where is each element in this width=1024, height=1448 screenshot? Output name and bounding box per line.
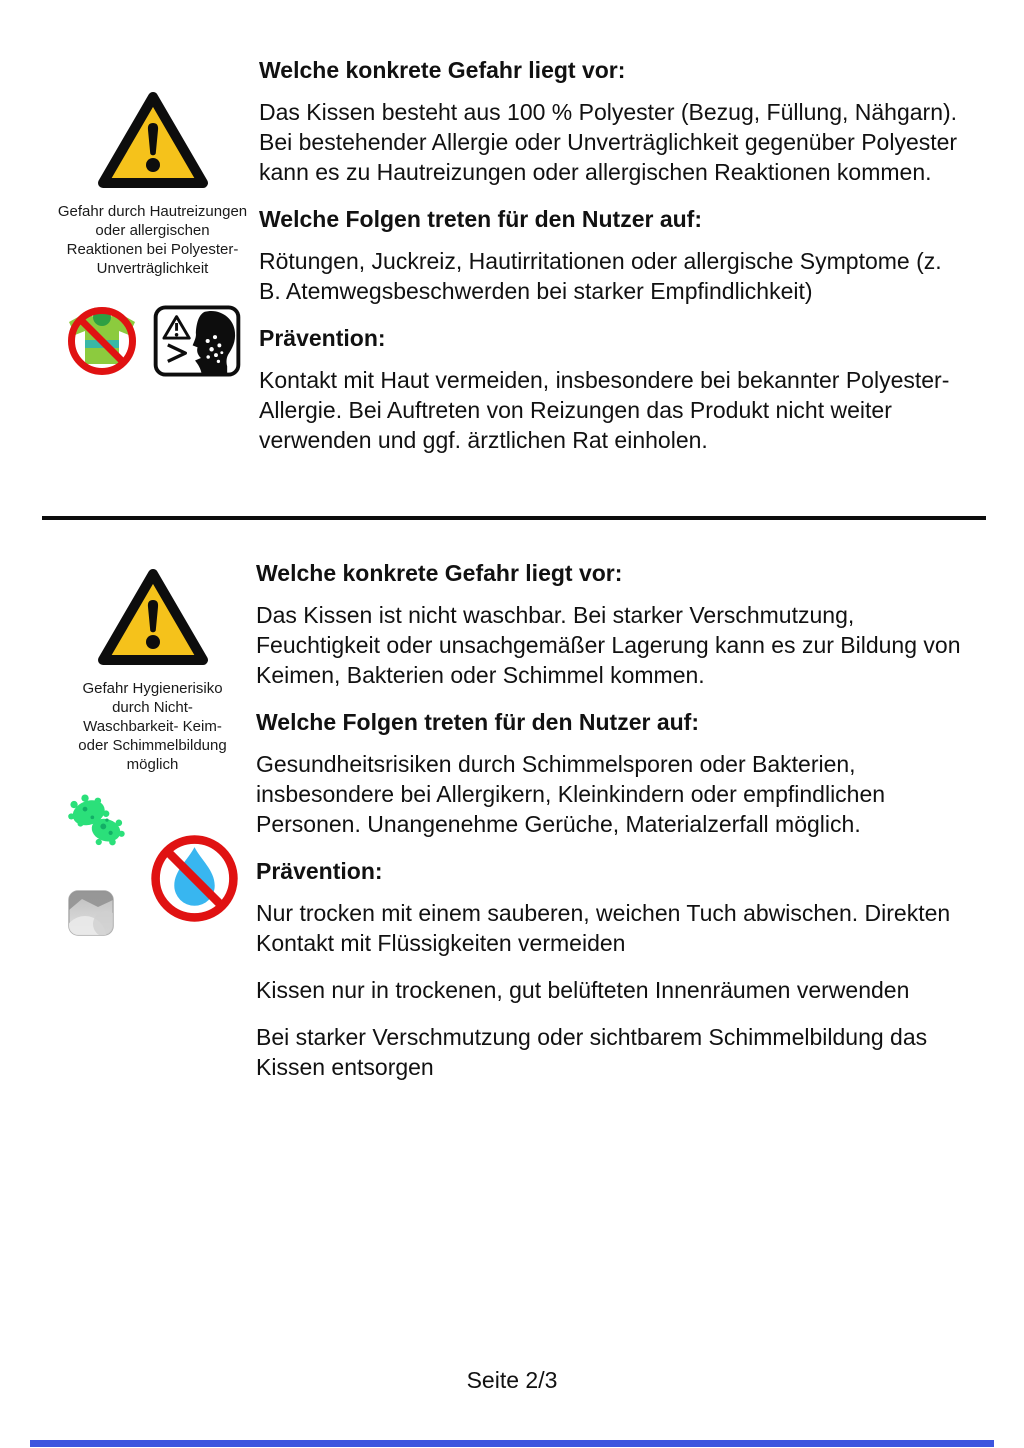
hazard-2-prevention-text-1: Nur trocken mit einem sauberen, weichen Tuch abwischen. Direkten Kontakt mit Flüssigkeiten vermeiden — [256, 900, 951, 956]
hazard-1-danger-text: Das Kissen besteht aus 100 % Polyester (Bezug, Füllung, Nähgarn). Bei bestehender Allergie oder Unverträglichkeit gegenüber Polyester kann es zu Hautreizungen oder allergischen Reaktionen kommen. — [259, 99, 958, 185]
no-polyester-shirt-icon — [65, 304, 139, 378]
hazard-1-prevention-text: Kontakt mit Haut vermeiden, insbesondere bei bekannter Polyester-Allergie. Bei Auftreten von Reizungen das Produkt nicht weiter verwenden und ggf. ärztlichen Rat einholen. — [259, 367, 950, 453]
hazard-2-prevention-text-3: Bei starker Verschmutzung oder sichtbarem Schimmelbildung das Kissen entsorgen — [256, 1024, 928, 1080]
hazard-1-prevention-heading: Prävention: — [259, 325, 386, 351]
hazard-2-danger-heading: Welche konkrete Gefahr liegt vor: — [256, 560, 623, 586]
hazard-1-text-column — [259, 55, 967, 472]
hazard-2-caption: Gefahr Hygienerisiko durch Nicht-Waschbarkeit- Keim- oder Schimmelbildung möglich — [78, 680, 227, 773]
hazard-1-consequences-heading: Welche Folgen treten für den Nutzer auf: — [259, 206, 702, 232]
hazard-2-prevention-heading: Prävention: — [256, 858, 383, 884]
no-liquids-icon — [148, 832, 241, 925]
hazard-1-danger-heading: Welche konkrete Gefahr liegt vor: — [259, 57, 626, 83]
hazard-1-caption: Gefahr durch Hautreizungen oder allergischen Reaktionen bei Polyester-Unverträglichkeit — [57, 203, 248, 277]
page-number: Seite 2/3 — [466, 1367, 558, 1393]
hazard-2-consequences-text: Gesundheitsrisiken durch Schimmelsporen oder Bakterien, insbesondere bei Allergikern, Kleinkindern oder empfindlichen Personen. Unangenehme Gerüche, Materialzerfall möglich. — [256, 751, 886, 837]
hazard-2-consequences-heading: Welche Folgen treten für den Nutzer auf: — [256, 709, 699, 735]
hazard-2-prevention-text-2: Kissen nur in trockenen, gut belüfteten Innenräumen verwenden — [256, 977, 910, 1003]
image-placeholder-icon — [68, 890, 114, 936]
hazard-1-icons — [55, 304, 250, 378]
warning-triangle-icon — [97, 90, 209, 190]
page-accent-bar — [30, 1440, 994, 1447]
hazard-2-text-column — [256, 558, 964, 1099]
germ-icon — [64, 792, 128, 850]
hazard-2-pictogram-column — [55, 567, 250, 774]
section-divider — [42, 516, 986, 520]
warning-triangle-icon — [97, 567, 209, 667]
sneeze-allergy-icon — [153, 305, 241, 377]
hazard-2-danger-text: Das Kissen ist nicht waschbar. Bei starker Verschmutzung, Feuchtigkeit oder unsachgemäßer Lagerung kann es zur Bildung von Keimen, Bakterien oder Schimmel kommen. — [256, 602, 961, 688]
hazard-1-consequences-text: Rötungen, Juckreiz, Hautirritationen oder allergische Symptome (z. B. Atemwegsbeschwerden bei starker Empfindlichkeit) — [259, 248, 942, 304]
hazard-1-pictogram-column — [55, 90, 250, 378]
